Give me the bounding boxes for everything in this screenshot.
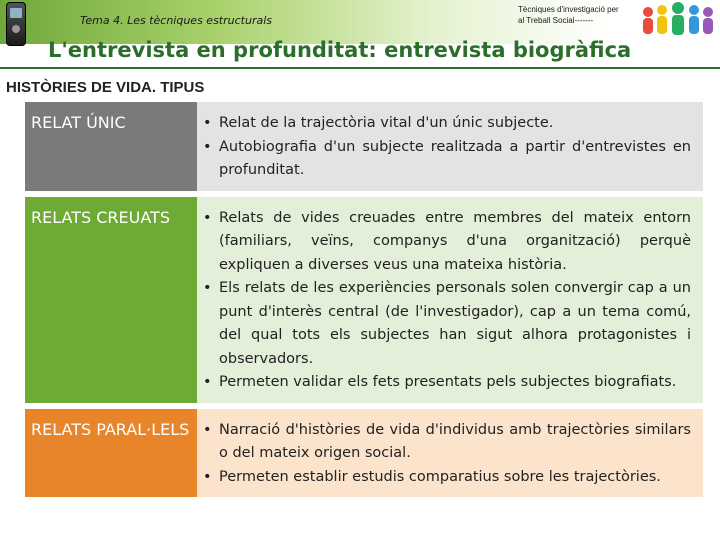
row-body	[197, 409, 703, 498]
row-label: RELATS PARAL·LELS	[25, 409, 197, 498]
people-group-icon	[640, 2, 716, 38]
bullet-item: • Relats de vides creuades entre membres del mateix entorn (familiars, veïns, companys d'una organització) perquè expliquen a diverses veus una mateixa història.	[203, 207, 691, 278]
bullet-item: • Autobiografia d'un subjecte realitzada a partir d'entrevistes en profunditat.	[203, 136, 691, 183]
bullet-item: • Permeten establir estudis comparatius sobre les trajectòries.	[203, 466, 691, 490]
chapter-label: Tema 4. Les tècniques estructurals	[80, 14, 272, 27]
recorder-button	[12, 25, 20, 33]
row-body	[197, 102, 703, 191]
course-line-1: Tècniques d'investigació per	[518, 5, 619, 14]
recorder-screen	[10, 8, 22, 18]
table-row	[24, 408, 704, 499]
bullet-item: • Narració d'històries de vida d'individus amb trajectòries similars o del mateix origen social.	[203, 419, 691, 466]
row-label: RELAT ÚNIC	[25, 102, 197, 191]
course-line-2: al Treball Social-------	[518, 16, 594, 25]
row-label: RELATS CREUATS	[25, 197, 197, 403]
row-body	[197, 197, 703, 403]
title-rule	[0, 67, 720, 69]
voice-recorder-icon	[6, 2, 26, 46]
table-row	[24, 101, 704, 192]
bullet-item: • Relat de la trajectòria vital d'un únic subjecte.	[203, 112, 691, 136]
table-row	[24, 196, 704, 404]
section-subtitle: HISTÒRIES DE VIDA. TIPUS	[6, 79, 205, 96]
bullet-item: • Permeten validar els fets presentats pels subjectes biografiats.	[203, 371, 691, 395]
course-label	[518, 4, 633, 26]
page-title: L'entrevista en profunditat: entrevista biogràfica	[48, 38, 632, 62]
types-table	[24, 101, 704, 498]
bullet-item: • Els relats de les experiències personals solen convergir cap a un punt d'interès central (de l'investigador), cap a un tema comú, del qual tots els subjectes han sigut alhora protagonistes i observadors.	[203, 277, 691, 371]
